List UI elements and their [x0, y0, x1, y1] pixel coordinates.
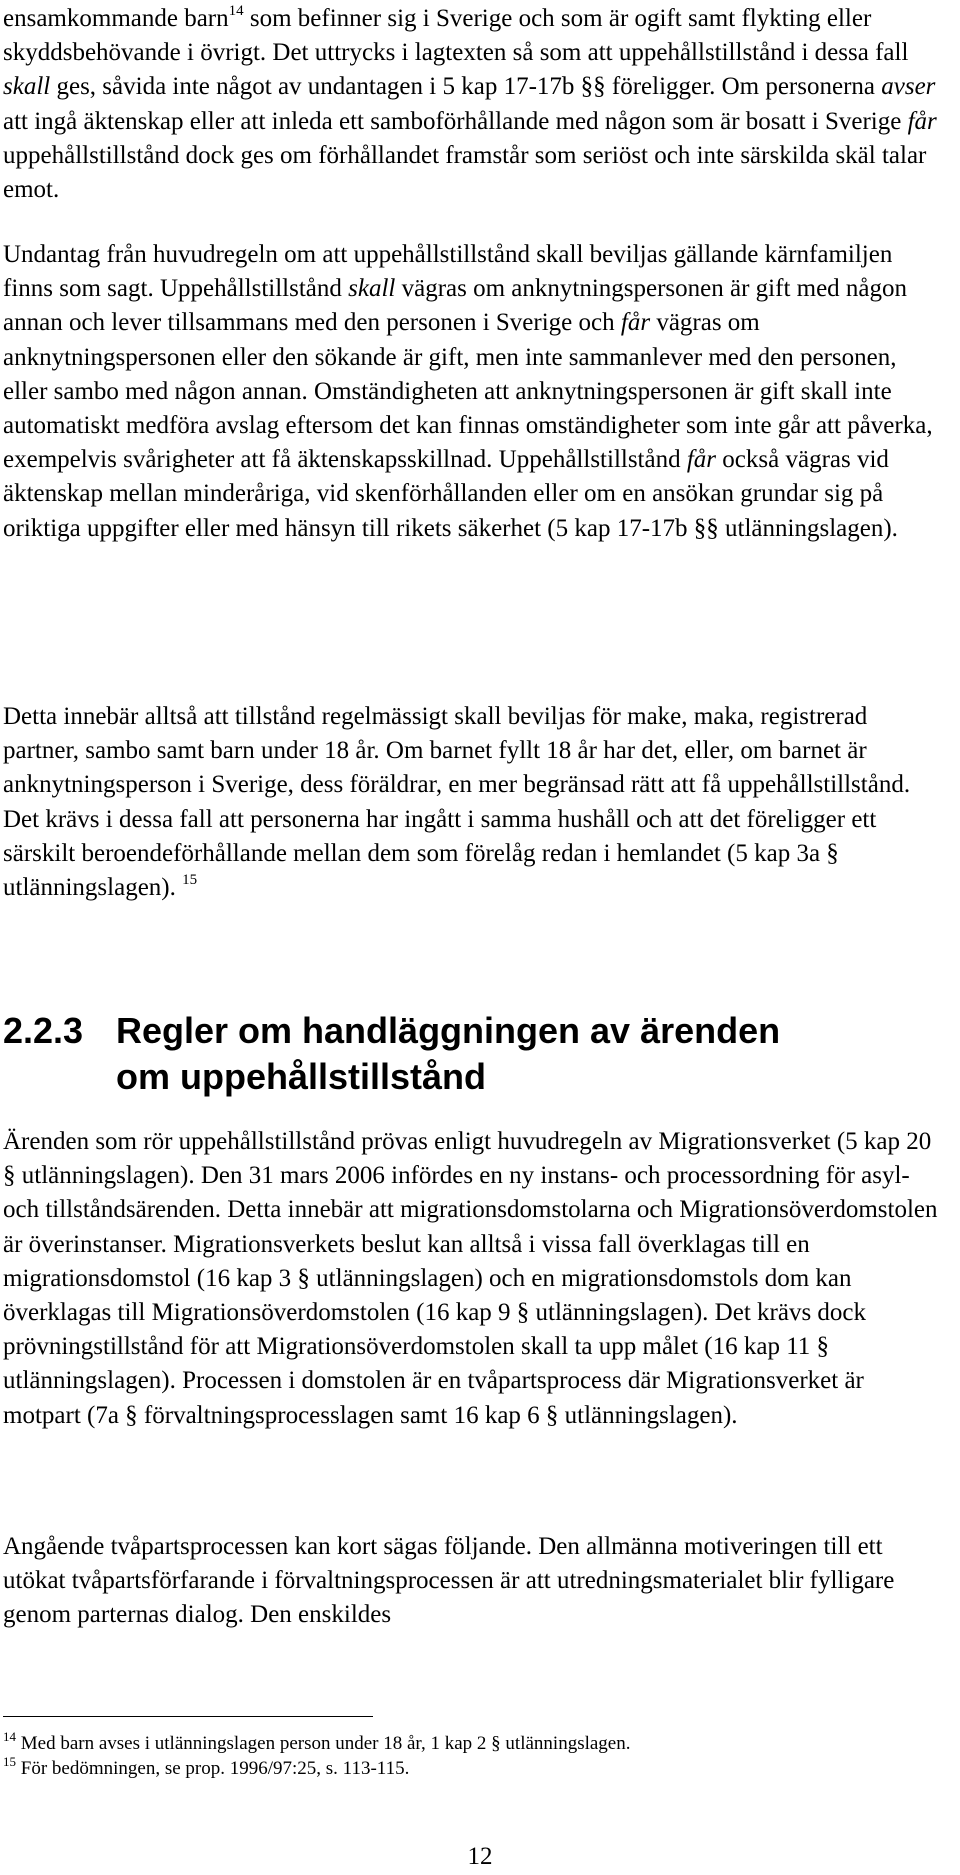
paragraph-text: också vägras vid äktenskap mellan minderåriga, vid skenförhållanden eller om en ansökan grundar sig på oriktiga uppgifter eller med hänsyn till rikets säkerhet (5 kap 17-17b §§ utlänningslagen).	[3, 446, 898, 542]
paragraph-4	[3, 1125, 947, 1433]
paragraph-text: ensamkommande barn	[3, 5, 229, 32]
section-number: 2.2.3	[3, 1010, 84, 1051]
emphasis-text: skall	[3, 73, 51, 101]
paragraph-text: Detta innebär alltså att tillstånd regelmässigt skall beviljas för make, maka, registrerad partner, sambo samt barn under 18 år. Om barnet fyllt 18 år har det, eller, om barnet är anknytningsperson i Sverige, dess föräldrar, en mer begränsad rätt att få uppehållstillstånd. Det krävs i dessa fall att personerna har ingått i samma hushåll och att det föreligger ett särskilt beroendeförhållande mellan dem som förelåg redan i hemlandet (5 kap 3a § utlänningslagen).	[3, 703, 911, 902]
footnote-ref-15[interactable]: 15	[182, 872, 198, 889]
paragraph-text: Ärenden som rör uppehållstillstånd prövas enligt huvudregeln av Migrationsverket (5 kap 20 § utlänningslagen). Den 31 mars 2006 infördes en ny instans- och processordning för asyl- och tillståndsärenden. Detta innebär att migrationsdomstolarna och Migrationsöverdomstolen är överinstanser. Migrationsverkets beslut kan alltså i vissa fall överklagas till en migrationsdomstol (16 kap 3 § utlänningslagen) och en migrationsdomstols dom kan överklagas till Migrationsöverdomstolen (16 kap 9 § utlänningslagen). Det krävs dock prövningstillstånd för att Migrationsöverdomstolen skall ta upp målet (16 kap 11 § utlänningslagen). Processen i domstolen är en tvåpartsprocess där Migrationsverket är motpart (7a § förvaltningsprocesslagen samt 16 kap 6 § utlänningslagen).	[3, 1128, 938, 1429]
emphasis-text: skall	[348, 275, 396, 303]
paragraph-5	[3, 1530, 947, 1633]
footnote-number: 14	[3, 1729, 16, 1744]
paragraph-text: ges, såvida inte något av undantagen i 5 kap 17-17b §§ föreligger. Om personerna	[50, 73, 882, 101]
emphasis-text: får	[620, 309, 651, 337]
paragraph-3	[3, 700, 947, 905]
footnote-ref-14[interactable]: 14	[228, 3, 244, 19]
paragraph-text: vägras om anknytningspersonen är gift med någon annan och lever tillsammans med den personen i Sverige och	[3, 275, 908, 337]
footnote-14	[3, 1731, 947, 1756]
paragraph-text: uppehållstillstånd dock ges om förhållandet framstår som seriöst och inte särskilda skäl talar emot.	[3, 141, 927, 204]
footnote-divider	[3, 1716, 373, 1717]
footnotes	[3, 1731, 947, 1781]
footnote-text: Med barn avses i utlänningslagen person under 18 år, 1 kap 2 § utlänningslagen.	[20, 1733, 631, 1754]
section-title-line-1: Regler om handläggningen av ärenden	[116, 1010, 781, 1051]
page-number: 12	[467, 1843, 493, 1870]
paragraph-text: att ingå äktenskap eller att inleda ett samboförhållande med någon som är bosatt i Sverige	[3, 107, 908, 135]
paragraph-1	[3, 2, 947, 207]
emphasis-text: får	[686, 446, 717, 474]
section-title-line-2: om uppehållstillstånd	[116, 1056, 487, 1097]
paragraph-text: Angående tvåpartsprocessen kan kort sägas följande. Den allmänna motiveringen till ett utökat tvåpartsförfarande i förvaltningsprocessen är att utredningsmaterialet blir fylligare genom parternas dialog. Den enskildes	[3, 1533, 895, 1629]
footnote-text: För bedömningen, se prop. 1996/97:25, s. 113-115.	[20, 1758, 410, 1779]
paragraph-text: vägras om anknytningspersonen eller den sökande är gift, men inte sammanlever med den personen, eller sambo med någon annan. Omständigheten att anknytningspersonen är gift skall inte automatiskt medföra avslag eftersom det kan finnas omständigheter som inte går att påverka, exempelvis svårigheter att få äktenskapsskillnad. Uppehållstillstånd	[3, 309, 933, 474]
emphasis-text: avser	[881, 73, 936, 101]
footnote-15	[3, 1756, 947, 1781]
emphasis-text: får	[907, 107, 937, 135]
footnote-number: 15	[3, 1754, 16, 1769]
paragraph-text: som befinner sig i Sverige och som är ogift samt flykting eller skyddsbehövande i övrigt. Det uttrycks i lagtexten så som att uppehållstillstånd i dessa fall	[3, 5, 909, 67]
section-heading	[3, 1008, 947, 1100]
paragraph-text: Undantag från huvudregeln om att uppehållstillstånd skall beviljas gällande kärnfamiljen finns som sagt. Uppehållstillstånd	[3, 241, 893, 303]
paragraph-2	[3, 238, 947, 546]
